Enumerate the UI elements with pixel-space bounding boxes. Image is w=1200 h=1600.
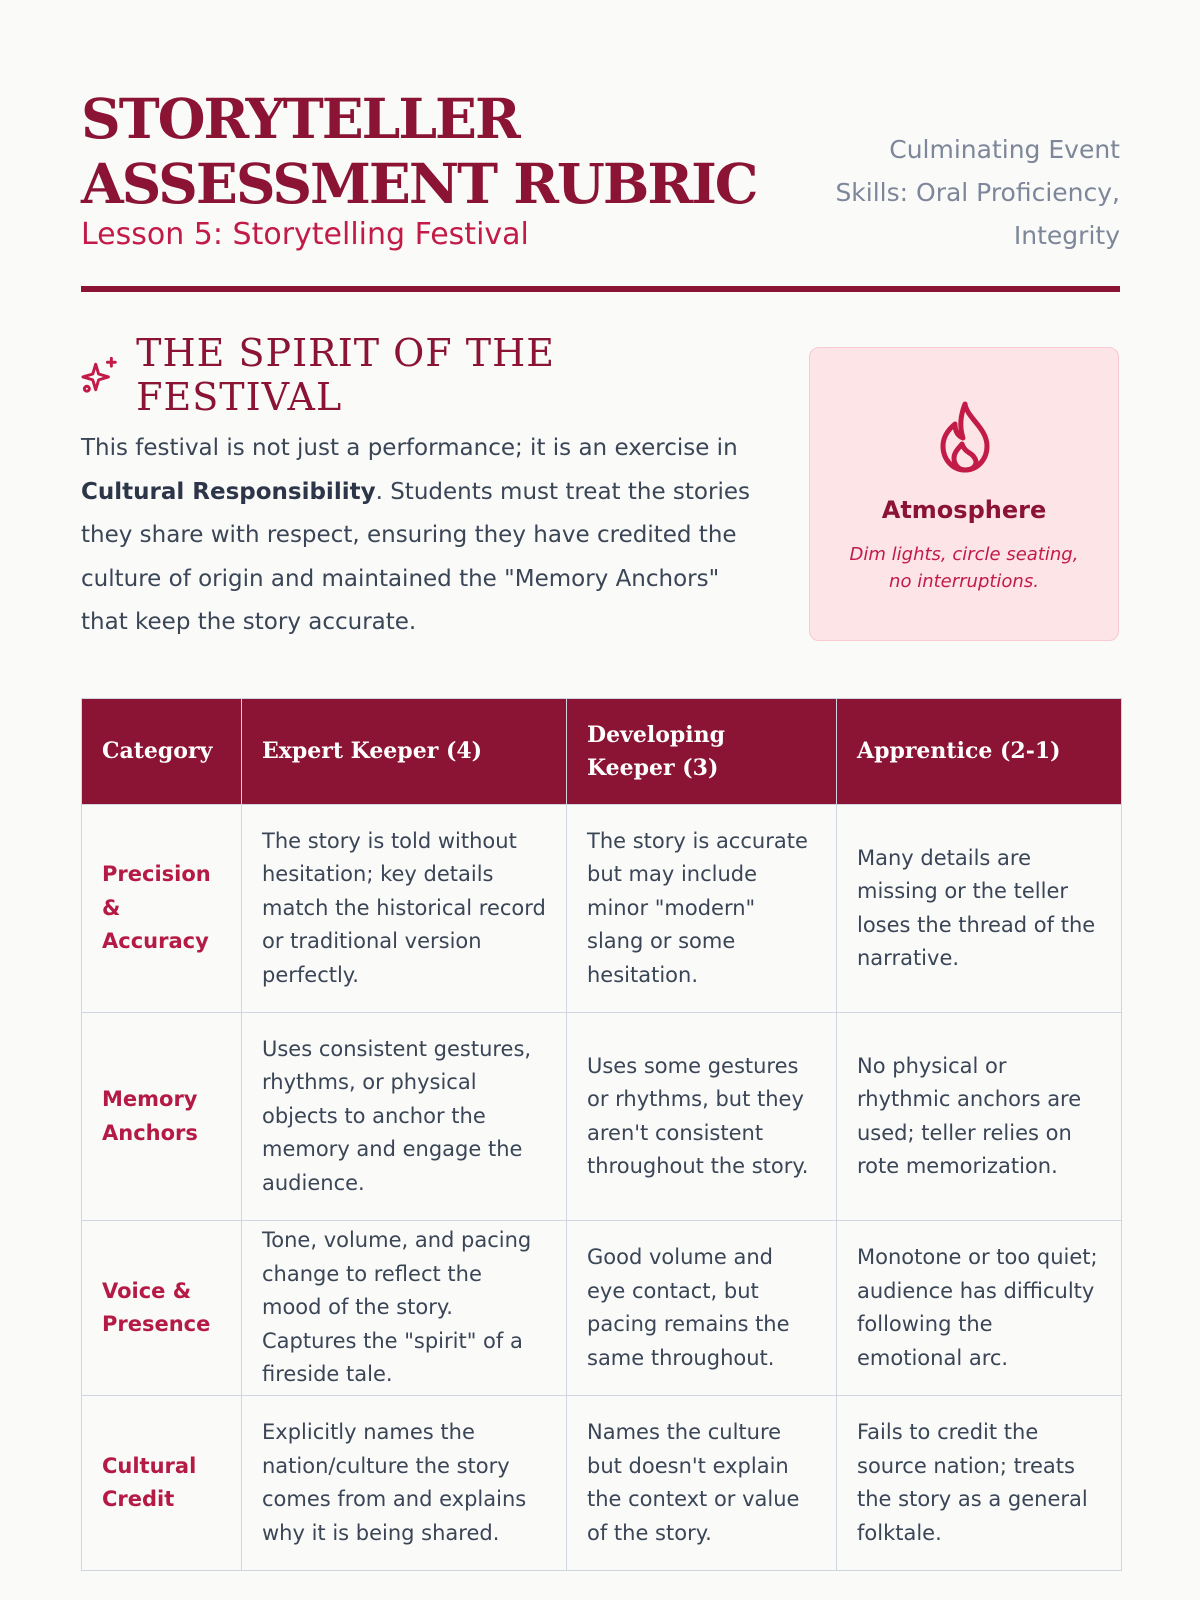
flame-icon: [935, 400, 995, 474]
apprentice-cell: Monotone or too quiet; audience has difficulty following the emotional arc.: [837, 1221, 1122, 1396]
event-meta: [835, 128, 1120, 257]
expert-cell: Uses consistent gestures, rhythms, or physical objects to anchor the memory and engage the audience.: [242, 1013, 567, 1221]
category-cell: Memory Anchors: [82, 1013, 242, 1221]
atmosphere-note: Dim lights, circle seating, no interruptions.: [849, 544, 1079, 592]
expert-cell: Tone, volume, and pacing change to reflect the mood of the story. Captures the "spirit" of a fireside tale.: [242, 1221, 567, 1396]
category-cell: Cultural Credit: [82, 1396, 242, 1571]
meta-event: Culminating Event: [889, 135, 1120, 164]
table-row: [82, 1221, 1122, 1396]
developing-cell: Names the culture but doesn't explain the context or value of the story.: [567, 1396, 837, 1571]
spirit-section: [81, 331, 761, 645]
spirit-body-text: . Students must treat the stories they share with respect, ensuring they have credited the culture of origin and maintained the "Memory Anchors" that keep the story accurate.: [81, 478, 750, 635]
title-line: ASSESSMENT RUBRIC: [81, 151, 757, 216]
column-header-expert: Expert Keeper (4): [242, 699, 567, 805]
header-divider: [81, 286, 1120, 292]
page-header: [81, 86, 1120, 296]
meta-skills: Skills: Oral Proficiency,: [835, 178, 1120, 207]
page-subtitle: Lesson 5: Storytelling Festival: [81, 217, 529, 252]
rubric-table: [81, 698, 1122, 1571]
category-cell: Voice & Presence: [82, 1221, 242, 1396]
spirit-title: THE SPIRIT OF THE FESTIVAL: [136, 331, 555, 419]
atmosphere-card: [809, 347, 1119, 641]
expert-cell: Explicitly names the nation/culture the story comes from and explains why it is being shared.: [242, 1396, 567, 1571]
developing-cell: Good volume and eye contact, but pacing remains the same throughout.: [567, 1221, 837, 1396]
table-row: [82, 1013, 1122, 1221]
apprentice-cell: Fails to credit the source nation; treats the story as a general folktale.: [837, 1396, 1122, 1571]
page-title: [81, 86, 757, 216]
sparkles-icon: [81, 355, 120, 395]
column-header-developing: Developing Keeper (3): [567, 699, 837, 805]
spirit-body: [81, 427, 761, 645]
apprentice-cell: Many details are missing or the teller loses the thread of the narrative.: [837, 805, 1122, 1013]
developing-cell: Uses some gestures or rhythms, but they aren't consistent throughout the story.: [567, 1013, 837, 1221]
expert-cell: The story is told without hesitation; key details match the historical record or traditional version perfectly.: [242, 805, 567, 1013]
spirit-heading: [81, 331, 761, 419]
column-header-apprentice: Apprentice (2-1): [837, 699, 1122, 805]
table-header-row: [82, 699, 1122, 805]
column-header-category: Category: [82, 699, 242, 805]
apprentice-cell: No physical or rhythmic anchors are used; teller relies on rote memorization.: [837, 1013, 1122, 1221]
table-row: [82, 1396, 1122, 1571]
title-line: STORYTELLER: [81, 86, 519, 151]
spirit-body-text: This festival is not just a performance; it is an exercise in: [81, 435, 738, 461]
developing-cell: The story is accurate but may include minor "modern" slang or some hesitation.: [567, 805, 837, 1013]
category-cell: Precision & Accuracy: [82, 805, 242, 1013]
table-row: [82, 805, 1122, 1013]
spirit-body-emphasis: Cultural Responsibility: [81, 478, 376, 505]
atmosphere-title: Atmosphere: [881, 496, 1047, 524]
meta-skills-cont: Integrity: [1013, 221, 1120, 250]
